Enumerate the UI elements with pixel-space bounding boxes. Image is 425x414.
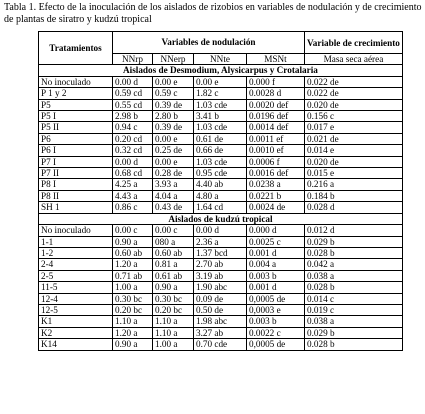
section-title: Aislados de kudzú tropical [39,213,403,224]
value-cell: 0.216 a [305,179,403,190]
value-cell: 0.86 c [113,202,153,213]
value-cell: 0.021 de [305,133,403,144]
value-cell: 0.0010 ef [247,145,305,156]
value-cell: 0.61 de [194,133,247,144]
value-cell: 1.20 a [113,327,153,338]
table-row [39,99,403,110]
value-cell: 4.04 a [153,190,194,201]
treatment-cell: 1-2 [39,247,113,258]
treatment-cell: 1-1 [39,236,113,247]
value-cell: 0.71 ab [113,270,153,281]
value-cell: 0.00 d [194,225,247,236]
value-cell: 0.70 cde [194,339,247,350]
treatment-cell: 2-4 [39,259,113,270]
value-cell: 0.012 d [305,225,403,236]
treatment-cell: 12-4 [39,293,113,304]
nodulation-header: Variables de nodulación [113,32,305,54]
value-cell: 0.00 d [113,76,153,87]
value-cell: 0.68 cd [113,168,153,179]
table-row [39,293,403,304]
value-cell: 0.30 bc [113,293,153,304]
value-cell: 0.20 cd [113,133,153,144]
value-cell: 0.59 c [153,88,194,99]
value-cell: 0.30 bc [153,293,194,304]
value-cell: 0,0005 de [247,339,305,350]
value-cell: 0.60 ab [153,247,194,258]
value-cell: 0.020 de [305,99,403,110]
value-cell: 0.00 e [153,133,194,144]
value-cell: 0.20 bc [153,304,194,315]
value-cell: 0.029 b [305,236,403,247]
value-cell: 1.98 abc [194,316,247,327]
table-row [39,145,403,156]
value-cell: 3.93 a [153,179,194,190]
value-cell: 1.10 a [113,316,153,327]
value-cell: 0.0238 a [247,179,305,190]
value-cell: 4.80 a [194,190,247,201]
value-cell: 0.0025 c [247,236,305,247]
growth-header: Variable de crecimiento [305,32,403,54]
value-cell: 0,0005 de [247,293,305,304]
value-cell: 0.038 a [305,316,403,327]
value-cell: 0.00 c [153,225,194,236]
value-cell: 1.00 a [153,339,194,350]
value-cell: 4.40 ab [194,179,247,190]
value-cell: 0.0016 def [247,168,305,179]
value-cell: 1.82 c [194,88,247,99]
value-cell: 0.0221 b [247,190,305,201]
value-cell: 0.014 c [305,293,403,304]
value-cell: 0.028 b [305,282,403,293]
treatment-cell: No inoculado [39,76,113,87]
value-cell: 0.32 cd [113,145,153,156]
value-cell: 0.0014 def [247,122,305,133]
value-cell: 0.0020 def [247,99,305,110]
value-cell: 0.90 a [113,339,153,350]
value-cell: 2.70 ab [194,259,247,270]
value-cell: 3.41 b [194,111,247,122]
value-cell: 0.029 b [305,327,403,338]
table-row [39,304,403,315]
value-cell: 0.25 de [153,145,194,156]
table-row [39,282,403,293]
value-cell: 1.03 cde [194,99,247,110]
value-cell: 0.015 e [305,168,403,179]
treatment-cell: K2 [39,327,113,338]
value-cell: 0.020 de [305,156,403,167]
treatment-cell: P8 II [39,190,113,201]
table-row [39,168,403,179]
value-cell: 0.66 de [194,145,247,156]
treatment-cell: P 1 y 2 [39,88,113,99]
value-cell: 1.03 cde [194,156,247,167]
table-row [39,236,403,247]
treatment-cell: K1 [39,316,113,327]
value-cell: 1.10 a [153,327,194,338]
treatments-header: Tratamientos [39,32,113,65]
value-cell: 0.60 ab [113,247,153,258]
treatment-cell: P5 II [39,122,113,133]
value-cell: 0.014 e [305,145,403,156]
value-cell: 0.0024 de [247,202,305,213]
value-cell: 0.28 de [153,168,194,179]
results-table [38,31,403,351]
treatment-cell: 11-5 [39,282,113,293]
table-row [39,259,403,270]
treatment-cell: 12-5 [39,304,113,315]
value-cell: 0.003 b [247,270,305,281]
table-row [39,88,403,99]
col-header-nnerp: NNerp [153,54,194,65]
value-cell: 0.0196 def [247,111,305,122]
section-row [39,213,403,224]
value-cell: 0.019 c [305,304,403,315]
treatment-cell: P6 [39,133,113,144]
value-cell: 0.00 e [153,156,194,167]
value-cell: 0.003 b [247,316,305,327]
value-cell: 1.03 cde [194,122,247,133]
value-cell: 0.61 ab [153,270,194,281]
value-cell: 0.00 c [113,225,153,236]
table-row [39,225,403,236]
value-cell: 0.00 e [194,76,247,87]
value-cell: 3.19 ab [194,270,247,281]
value-cell: 0.20 bc [113,304,153,315]
value-cell: 0.022 de [305,76,403,87]
value-cell: 0.156 c [305,111,403,122]
table-row [39,122,403,133]
table-row [39,339,403,350]
table-row [39,316,403,327]
table-row [39,327,403,338]
value-cell: 080 a [153,236,194,247]
value-cell: 0.028 d [305,202,403,213]
value-cell: 0.0006 f [247,156,305,167]
value-cell: 0.95 cde [194,168,247,179]
treatment-cell: 2-5 [39,270,113,281]
treatment-cell: P6 I [39,145,113,156]
table-row [39,156,403,167]
value-cell: 0.43 de [153,202,194,213]
value-cell: 1.90 abc [194,282,247,293]
table-row [39,179,403,190]
value-cell: 0.001 d [247,247,305,258]
value-cell: 4.25 a [113,179,153,190]
value-cell: 0.000 f [247,76,305,87]
value-cell: 3.27 ab [194,327,247,338]
table-row [39,247,403,258]
value-cell: 0.39 de [153,122,194,133]
value-cell: 0.184 b [305,190,403,201]
treatment-cell: K14 [39,339,113,350]
value-cell: 0.39 de [153,99,194,110]
treatment-cell: P7 II [39,168,113,179]
value-cell: 1.00 a [113,282,153,293]
value-cell: 0,0003 e [247,304,305,315]
value-cell: 1.20 a [113,259,153,270]
value-cell: 0.004 a [247,259,305,270]
value-cell: 0.81 a [153,259,194,270]
treatment-cell: P5 [39,99,113,110]
value-cell: 0.90 a [113,236,153,247]
section-title: Aislados de Desmodium, Alysicarpus y Crotalaria [39,65,403,76]
value-cell: 0.042 a [305,259,403,270]
value-cell: 1.37 bcd [194,247,247,258]
value-cell: 0.028 b [305,247,403,258]
value-cell: 0.001 d [247,282,305,293]
table-row [39,133,403,144]
table-row [39,76,403,87]
value-cell: 0.017 e [305,122,403,133]
value-cell: 0.00 d [113,156,153,167]
value-cell: 2.80 b [153,111,194,122]
table-row [39,270,403,281]
treatment-cell: P7 I [39,156,113,167]
treatment-cell: P5 I [39,111,113,122]
value-cell: 0.55 cd [113,99,153,110]
value-cell: 0.00 e [153,76,194,87]
table-body [39,65,403,350]
treatment-cell: No inoculado [39,225,113,236]
col-header-nnrp: NNrp [113,54,153,65]
value-cell: 4.43 a [113,190,153,201]
value-cell: 0.94 c [113,122,153,133]
value-cell: 1.64 cd [194,202,247,213]
value-cell: 0.50 de [194,304,247,315]
value-cell: 0.038 a [305,270,403,281]
treatment-cell: P8 I [39,179,113,190]
table-row [39,190,403,201]
col-header-dry-mass: Masa seca aérea [305,54,403,65]
table-caption: Tabla 1. Efecto de la inoculación de los aislados de rizobios en variables de nodulación y de crecimiento de plantas de siratro y kudzú tropical [4,2,422,25]
value-cell: 0.0011 ef [247,133,305,144]
section-row [39,65,403,76]
value-cell: 0.022 de [305,88,403,99]
value-cell: 0.028 b [305,339,403,350]
value-cell: 0.0028 d [247,88,305,99]
col-header-msnt: MSNt [247,54,305,65]
value-cell: 1.10 a [153,316,194,327]
value-cell: 0.59 cd [113,88,153,99]
value-cell: 0.000 d [247,225,305,236]
treatment-cell: SH 1 [39,202,113,213]
value-cell: 0.0022 c [247,327,305,338]
value-cell: 2.36 a [194,236,247,247]
table-row [39,202,403,213]
value-cell: 0.09 de [194,293,247,304]
value-cell: 2.98 b [113,111,153,122]
table-row [39,111,403,122]
col-header-nnte: NNte [194,54,247,65]
value-cell: 0.90 a [153,282,194,293]
